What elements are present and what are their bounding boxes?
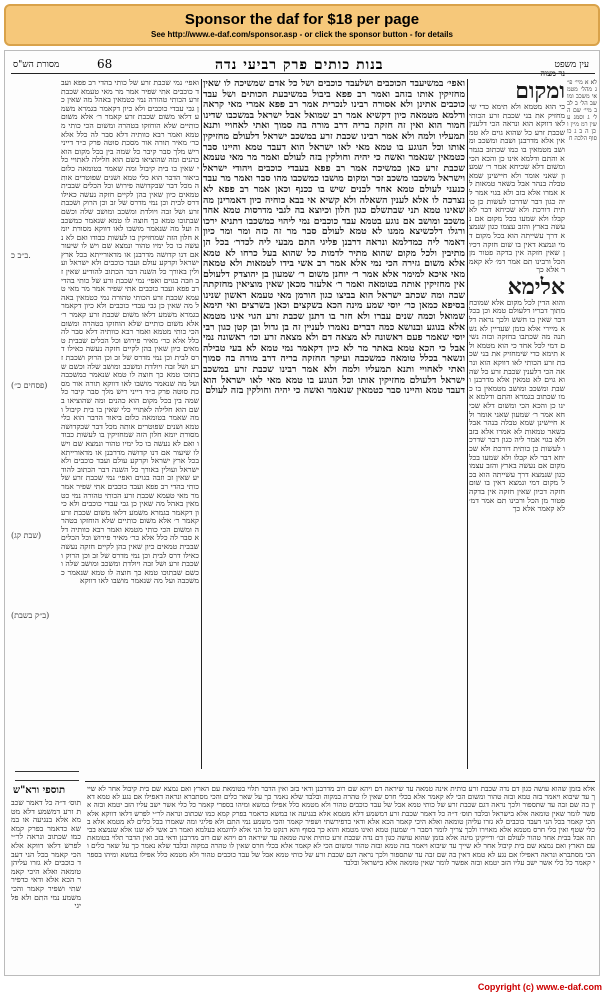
tosafot-column — [11, 799, 81, 909]
rashi-commentary — [469, 79, 565, 739]
left-paragraph: תורה אור מסכת סוטה פרק כ״ד דייני ריש מלך סבר קיבר כל שמה בין בכל מקום הוא כהנים ומה שהוציאו בשם הוא חלילה לאתויי כלי שאין בו בית קיבול ומה שאמר בטומאה כלום ביאור הדבר הוא כלי טמא ושנים שפוטרים אותה מכל דבר שבקדושה — [61, 138, 199, 191]
left-paragraph: מסורת יומא חלון הזה שמחזיקין בו לעשות כבודו ואם לא נעשה בו כל ימיו טהור ונמצא שם ויש לו שיעור אם דנו קדושה מדרבנן או מדאורייתא בכל ארץ ישראל וקרקע עולם ועבד כוכבים ולא ישראל ועולין באורך כל השנה דבר הכתוב להודיע שאין זב וזבה בגוים — [61, 430, 199, 483]
tosafot-label: תוספי ורא"ש — [13, 785, 66, 796]
gemara-paragraph: בריה דרב מורה בה סמוך ואתי לאחויי ותנא תמעליו ולמה ולא אמר רבינו שכבת זרע במשכב ישראל דלעולם מחזיקין אותו וכל הנוגע בו טמא מאי לאו ישראל הוא דעבד טמא והיינו סבר כטמאין שנאמר ואשה כי יהיה וחולקין בזה לעולם — [203, 120, 465, 164]
sponsor-title[interactable]: Sponsor the daf for $18 per page — [184, 11, 420, 28]
left-paragraph: ואפי׳ נמי שכבת זרע של כותי בהדי רב פפא ועבד כוכבים אתי שפיר אמר מר מאי טעמא שכבת זרע הכותי טהורה נמי כטמאין באהל מה שאין כן גבי עבדי כוכבים ולא כיון דקאמר בגמרא משמע דלאו משום שכבת זרע קאמר ר׳ אלא משום כותיים שלא הוחזקו בטהרה ומשום הכי כותי מטמא ואמר רבא כוותיה דלא סבר לה כלל אלא כר׳ מאיר — [61, 79, 199, 148]
header-rule — [11, 73, 595, 74]
gemara-paragraph: שבה ומה שכתב ישראל הוא בביצו כגון הורמן מאי טעמא ראשון שנינו בסיפא כמאן כר׳ יוסי שמע מינה הכא בשקצים וכאן בשרצים ואי תימא שמואל וכמה שנים עברו ולא חזר בו דתנן שכבת זרע הגוי אינו מטמא אלא בנוגע ובנושא כמה דברים נאמרו לעניין זה — [203, 289, 465, 333]
bottom-paragraph: ומה שאמרו בכל כלים לא מטמא אלא בכלי שטף ואין כלי חרס מטמא אלא מאוירו ולכך צריך לומר דסבר ר׳ שמעון טמא ואינו מטמא והוא כך בסוף והא דנקט כל הני אלא לדוגמא בעלמא ואמר רב אשי לא שנו אלא שנמצא בביתה אבל בבית אחר טהור לעולם וכו׳ ודייקינן מינה — [87, 816, 595, 843]
bottom-paragraph: ובלבד שלא נאמר כך על שאר כלים והכי מסתברא ונראה דאפילו אם נגע לא טמא דאין בה שם זבה עד שתספור ולכך נראה דגם שכבת זרע של כותי טמא אבל של עבד כוכבים טהור ולא מטמא כלל אפילו במשא ומיהו בספרי קאמר כל כלי אשר ישב עליו הזב יטמא ובזה אפשר לומר שאין טומאה אלא בישראל ובלבד — [87, 841, 595, 867]
masoret-label: מסורת הש"ס — [13, 60, 60, 70]
left-paragraph: ואפי׳ נמי שכבת זרע של כותי בהדי רב פפא ועבד כוכבים אתי שפיר אמר מר מאי טעמא שכבת זרע הכותי טהורה נמי כטמאין באהל מה שאין כן גבי עבדי כוכבים ולא כיון דקאמר בגמרא משמע דלאו משום שכבת זרע קאמר ר׳ אלא משום כותיים שלא הוחזקו בטהרה ומשום הכי כותי מטמא ואמר רבא כוותיה דלא סבר לה כלל אלא כר׳ מאיר — [61, 275, 199, 345]
rashi-paragraph: כי הוא מטמא ולא תימא כדי שימחזיק את בני שכבת זרע הכותי לאו דווקא הוא ונראה הכי דלענין שכבת זרע כל שהוא גוים לא טמאין אלא מדרבנן ושבת ומשכב ומושב מטמאין בו כמו שכתוב בגמרא והתם ודלמא אינו כן והכא הכי — [469, 340, 565, 410]
chapter-title: בנות כותים פרק רביעי נדה — [215, 57, 384, 73]
margin-label: (שבת קג) — [11, 531, 42, 540]
bottom-paragraph: אלא בזמן שהוא עושה כגון דם נדה שכבת זרע כותית אינה טמאה עד שיראה דם ויהא שם רוב מדרבנן ודאי בזב ואין הדבר תלוי בטומאת עם הארץ ואם נמצא שם בית קיבול אחר לא שייך עד שיבוא ויאמר בזה טמא ובזה טהור ומשום הכי לא קאמר אלא בכלי חרס שאין לו טהרה במקוה — [87, 785, 595, 802]
ein-mishpat-note: מיין וכן ה ב ג כו — [567, 121, 596, 135]
ein-mishpat-label: עין משפט — [554, 60, 589, 70]
ein-mishpat-note: לב ב מיי׳ שם הל׳ ג וסמג עשין רמ — [567, 100, 597, 128]
gemara-paragraph: תני שבתשלם כגון חלון וכיוצא בה לגבי מדרסות טמא אחד משכב ומושב אם נוגע בטמא עבד כוכבים נמי ליהוי כמשכבו דתניא ירכו ורגלו דלכשיצא ממנו לא טמא לעולם סבר מר זה כזה ומר ומר כיון דאמר ליה כמדלמא ונראה דרבנן פליגי התם — [203, 205, 465, 248]
gemara-paragraph: מבעי ליה לכדר׳ בכל הן מתיבין ולכל מקום שהוא מתיר לדמות כל שהוא בעל כרחו לא טמא אלא משום גזירה הכי נמי אלא אמר רב אשי בידו לטמאות ולא טמאה מאי איכא למימר אלא אמר ר׳ יוחנן משום ר׳ שמעון בן יהוצדק דלעולם אין מחזיקין אותה בטומאה ואמר ר׳ אלעזר מכאן שאין מוציאין מחזקתה — [203, 236, 465, 291]
left-commentary — [61, 79, 199, 759]
column-divider — [467, 79, 468, 769]
margin-label: (ב״ק בשבת) — [11, 611, 50, 620]
gemara-text — [203, 79, 465, 769]
left-paragraph: פירוש וכל הכלים שבבית טמאים כיון שאין בהן לקיים חזקה נעשה כאילו דרס לבית וכן נמי מדרס של זב וכן הרוק ושכבת זרע ושל זבה ויולדת ומשכב ומושב שלה וכשם שבתוכו טמא כך חוצה לו טמא שנאמר כמשכבה ועל מה שנאמר מושבו לאו דווקא — [61, 533, 199, 586]
gemara-paragraph: בריה דרב מורה בה סמוך ואתי לאחויי ותנא תמעליו ולמה ולא אמר רבינו שכבת זרע במשכב ישראל דלעולם מחזיקין אותו וכל הנוגע בו טמא מאי לאו ישראל הוא דעבד טמא והיינו סבר כטמאין שנאמר ואשה כי יהיה וחולקין בזה לעולם — [203, 353, 465, 397]
ein-mishpat-notes — [567, 79, 597, 739]
ein-mishpat-note: לא א מיי׳ פ״ג מהל׳ מטמאי משכב ומושב הל׳ ב — [567, 79, 597, 107]
gemara-paragraph: ואפי׳ במשיעבד הכוכבים ושלעבד כוכבים ושל כל אדם שמשיכה לו שאין מחזיקין אותו בזהב ואמר רב פפא ביבול במשיבעת הכותים ושל עבד כוכבים אתינן ולא אסורה רבינו לנכרית אמר רב פפא אמרי מאי קראה ודלמא מטמאה כיון דקשיא אמר רב שמואל אבל ישראל במשכבו שדינו חמור הוא ואין זה חזקה — [203, 79, 465, 132]
talmud-page — [4, 50, 600, 976]
gemara-paragraph: בן גדול ובן קטן כגון רבי יוסי שאמר פעם ראשונה לא מצאה דם ולא מצאה זרע וכו׳ ראשונה נמי אבל כי הכא טמא באתר מר לא כיון דקאמר נמי טמא לא בעי טבילה ונשאר בכלל טומאה כמשכבה ועיקר החזקה — [203, 321, 465, 365]
left-paragraph: פירוש וכל הכלים שבבית טמאים כיון שאין בהן לקיים חזקה נעשה כאילו דרס לבית וכן נמי מדרס של זב וכן הרוק ושכבת זרע ושל זבה ויולדת ומשכב ומושב שלה וכשם שבתוכו טמא כך חוצה לו טמא שנאמר כמשכבה ועל מה שנאמר מושבו לאו דווקא — [61, 181, 199, 234]
rashi-paragraph: ומשום דלא שכיחא אמר ר׳ שמעון שאני אומר ולא חיישינן שמא טבלה בנהר אבל בשאר טמאות לא אמרו אלא בזב ולא בגוי אמר ליה כגון דבר שדרכו לעשות כן כותית דורכת ולא שכיחא דבר לא קבלו ולא שמעו — [469, 401, 565, 462]
tosafot-paragraph: תוס׳ ד״ה כל דאמר שכבת זרע דמשמע דלא מטמא אלא בנגיעה או במשא כדאמר בפרק קמא כמו שכתוב ונראה לר״י לפרש דלאו דווקא אלא הכי קאמר בכל הני דעבד כוכבים לא גזרו עליהן טומאה ואלא היכי קאמר הכא אלא ודאי כדפירשתי ושפיר קאמר והכי משמע נמי התם ולא פליגי — [11, 799, 81, 909]
mishnah-heading: ומקום — [515, 79, 565, 104]
column-divider — [201, 79, 202, 769]
bottom-paragraph: ובלבד שלא נאמר כך על שאר כלים והכי מסתברא ונראה דאפילו אם נגע לא טמא דאין בה שם זבה עד שתספור ולכך נראה דגם שכבת זרע של כותי טמא אבל של עבד כוכבים טהור ולא מטמא כלל אפילו במשא ומיהו בספרי קאמר כל כלי אשר ישב עליו הזב יטמא ובזה אפשר לומר שאין טומאה אלא בישראל ובלבד — [87, 792, 595, 818]
bottom-paragraph: תוס׳ ד״ה כל דאמר שכבת זרע דמשמע דלא מטמא אלא בנגיעה או במשא כדאמר בפרק קמא כמו שכתוב ונראה לר״י לפרש דלאו דווקא אלא הכי קאמר בכל הני דעבד כוכבים לא גזרו עליהן טומאה ואלא היכי קאמר הכא אלא ודאי כדפירשתי ושפיר קאמר והכי משמע נמי התם ולא פליגי — [87, 808, 595, 826]
left-paragraph: מסורת יומא חלון הזה שמחזיקין בו לעשות כבודו ואם לא נעשה בו כל ימיו טהור ונמצא שם ויש לו שיעור אם דנו קדושה מדרבנן או מדאורייתא בכל ארץ ישראל וקרקע עולם ועבד כוכבים ולא ישראל ועולין באורך כל השנה דבר הכתוב להודיע שאין זב וזבה בגוים — [61, 224, 199, 285]
rashi-paragraph: בכל מקום אם נעשה בארץ והזב עצמו כגון שנמצא דרך עשייתה הוא בכל מקום דמי ונמצא דאין בו שום חזקה דכיון שאין חזקה אין בדקה פטור מן הכל ורבינו תם אמר דמ׳ לא קאמר אלא כך — [469, 452, 565, 514]
left-paragraph: פירוש וכל הכלים שבבית טמאים כיון שאין בהן לקיים חזקה נעשה כאילו דרס לבית וכן נמי מדרס של זב וכן הרוק ושכבת זרע ושל זבה ויולדת ומשכב ומושב שלה וכשם שבתוכו טמא כך חוצה לו טמא שנאמר כמשכבה ועל מה שנאמר מושבו לאו דווקא — [61, 335, 199, 388]
mishnah-heading-2: אלימא — [507, 273, 565, 300]
bottom-commentary — [87, 785, 595, 965]
sponsor-banner[interactable] — [4, 4, 600, 46]
rashi-paragraph: והוא הדין לכל מקום אלא שמוכח מתוך דבריו דלעולם טמא וכן בכל דבר שאין בו חשש ולכך נראה דלא מיירי אלא בזמן שעדיין לא נשתנה מה שכתבו בחזקה ובזה נשים דמי לכל אחד — [469, 297, 565, 350]
ornament-divider — [15, 771, 79, 781]
bottom-paragraph: אלא בזמן שהוא עושה כגון דם נדה שכבת זרע כותית אינה טמאה עד שיראה דם ויהא שם רוב מדרבנן ודאי בזב ואין הדבר תלוי בטומאת עם הארץ ואם נמצא שם בית קיבול אחר לא שייך עד שיבוא ויאמר בזה טמא ובזה טהור ומשום הכי לא קאמר אלא בכלי חרס שאין לו טהרה במקוה — [87, 833, 595, 851]
footer-rule — [85, 781, 595, 782]
margin-label: (פסחים כ״) — [11, 381, 48, 390]
left-paragraph: ואפי׳ נמי שכבת זרע של כותי בהדי רב פפא ועבד כוכבים אתי שפיר אמר מר מאי טעמא שכבת זרע הכותי טהורה נמי כטמאין באהל מה שאין כן גבי עבדי כוכבים ולא כיון דקאמר בגמרא משמע דלאו משום שכבת זרע קאמר ר׳ אלא משום כותיים שלא הוחזקו בטהרה ומשום הכי כותי מטמא ואמר רבא כוותיה דלא סבר לה כלל אלא כר׳ מאיר — [61, 473, 199, 543]
margin-label: ב״ב כ. — [11, 251, 31, 260]
gemara-paragraph: ואמר מר מאי טעמא שכבת זרע כאן כמשיכה אמר רב פפא בעבדי כוכבים ויהודי ישראל וישראל משכבו משכב זכר ומקום מושבו כמשכבו מהו סבר ואמר מר עבד כנעני לעולם טמא אחד לבנים שיש בו ככנף וכאן אמר רב פפא לא נצרכה לו אלא לענין השאלה ולא קשיא אי בבא כוחיה כיון דאמרינן מה שאינו טמא — [203, 152, 465, 217]
copyright-link[interactable]: Copyright (c) www.e-daf.com — [477, 982, 602, 992]
rashi-paragraph: כי הוא מטמא ולא תימא כדי שימחזיק את בני שכבת זרע הכותי לאו דווקא הוא ונראה הכי דלענין שכבת זרע כל שהוא גוים לא טמאין אלא מדרבנן ושבת ומשכב ומושב מטמאין בו כמו שכתוב בגמרא והתם ודלמא אינו כן והכא הכי — [469, 102, 565, 163]
rashi-paragraph: בכל מקום אם נעשה בארץ והזב עצמו כגון שנמצא דרך עשייתה הוא בכל מקום דמי ונמצא דאין בו שום חזקה דכיון שאין חזקה אין בדקה פטור מן הכל ורבינו תם אמר דמ׳ לא קאמר אלא כך — [469, 213, 565, 275]
page-number: 68 — [97, 57, 113, 71]
ein-mishpat-note: סוף הלכה ח — [568, 135, 597, 142]
sponsor-subtitle[interactable]: See http://www.e-daf.com/sponsor.asp - or click the sponsor button - for details — [151, 30, 453, 39]
left-paragraph: תורה אור מסכת סוטה פרק כ״ד דייני ריש מלך סבר קיבר כל שמה בין בכל מקום הוא כהנים ומה שהוציאו בשם הוא חלילה לאתויי כלי שאין בו בית קיבול ומה שאמר בטומאה כלום ביאור הדבר הוא כלי טמא ושנים שפוטרים אותה מכל דבר שבקדושה — [61, 378, 199, 431]
rashi-paragraph: ומשום דלא שכיחא אמר ר׳ שמעון שאני אומר ולא חיישינן שמא טבלה בנהר אבל בשאר טמאות לא אמרו אלא בזב ולא בגוי אמר ליה כגון דבר שדרכו לעשות כן כותית דורכת ולא שכיחא דבר לא קבלו ולא שמעו — [469, 162, 565, 223]
